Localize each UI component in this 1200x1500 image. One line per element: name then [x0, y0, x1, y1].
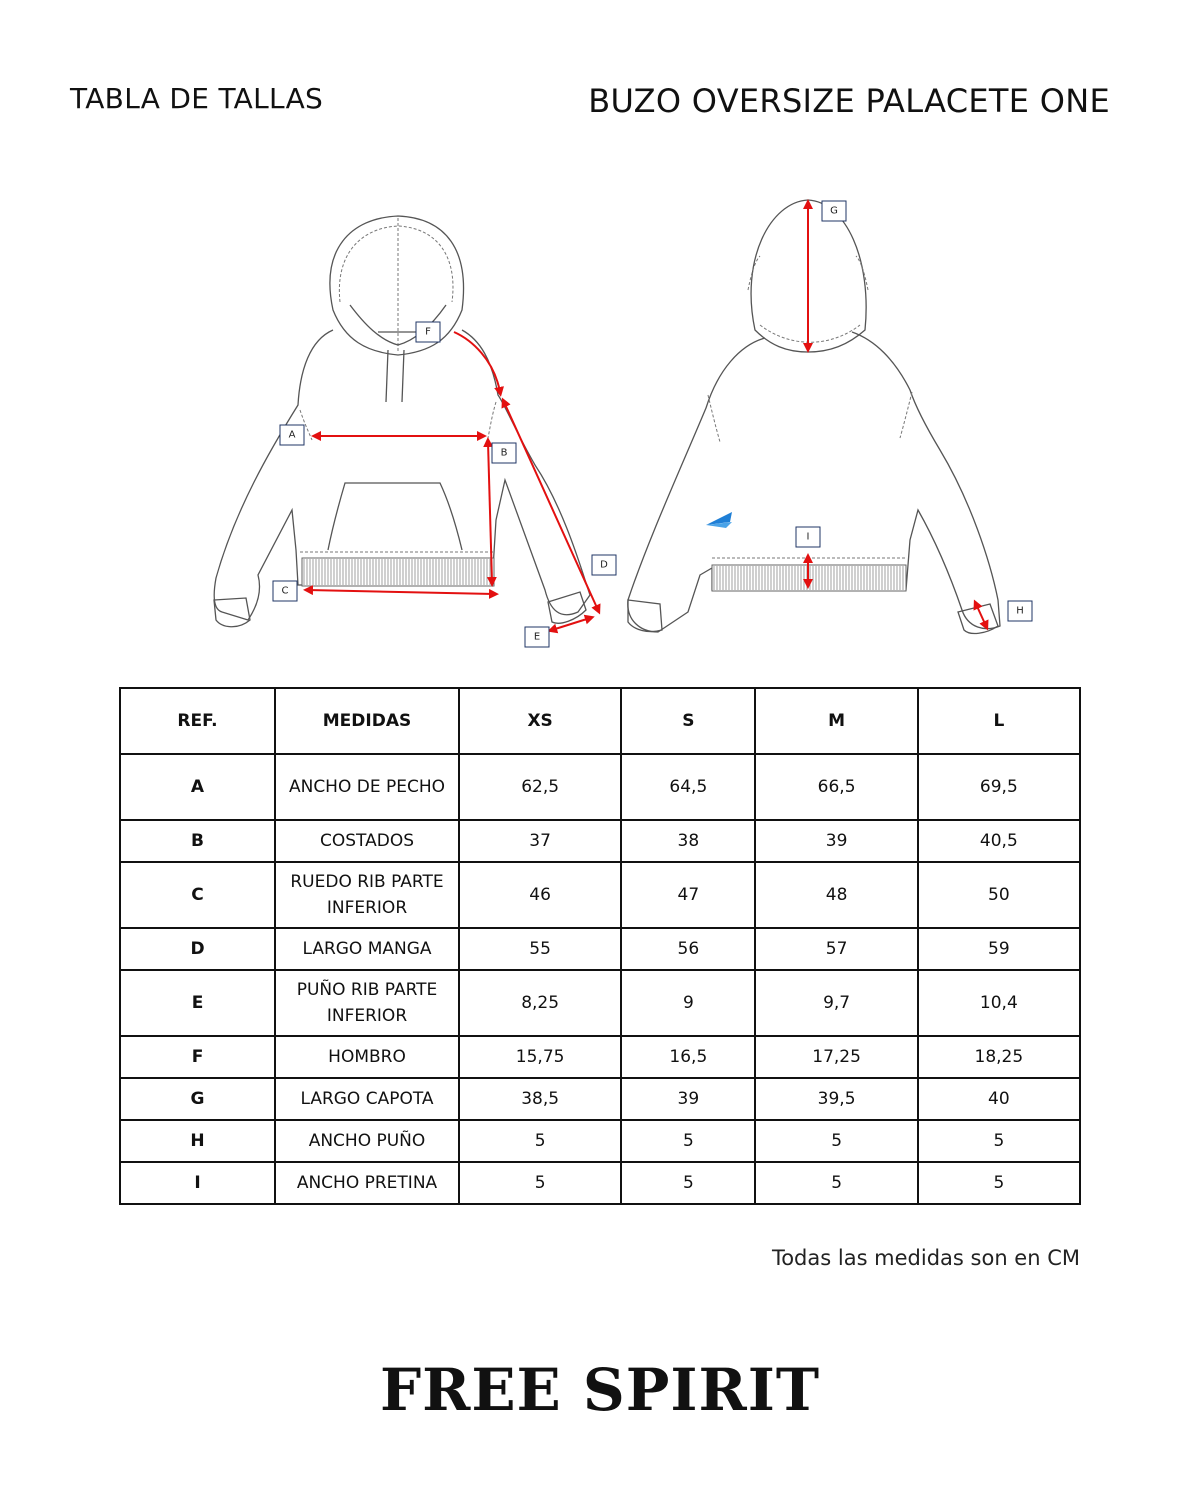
table-cell-xs: 38,5	[459, 1078, 621, 1120]
back-measurement-lines	[808, 204, 986, 626]
table-row	[120, 1078, 1080, 1120]
label-F	[416, 322, 440, 342]
table-row	[120, 862, 1080, 928]
table-cell-s: 9	[621, 970, 755, 1036]
table-row	[120, 1036, 1080, 1078]
table-cell-m: 9,7	[755, 970, 917, 1036]
units-note: Todas las medidas son en CM	[771, 1246, 1080, 1270]
table-row	[120, 754, 1080, 820]
table-cell-ref: E	[120, 970, 275, 1036]
table-cell-xs: 62,5	[459, 754, 621, 820]
table-cell-medida: RUEDO RIB PARTE INFERIOR	[275, 862, 459, 928]
table-cell-s: 47	[621, 862, 755, 928]
table-cell-l: 5	[918, 1120, 1080, 1162]
table-row	[120, 928, 1080, 970]
size-chart-title: TABLA DE TALLAS	[70, 82, 324, 115]
label-G	[822, 201, 846, 221]
table-cell-medida: LARGO CAPOTA	[275, 1078, 459, 1120]
header-medidas: MEDIDAS	[275, 688, 459, 754]
table-cell-m: 5	[755, 1120, 917, 1162]
header-s: S	[621, 688, 755, 754]
table-cell-medida: ANCHO DE PECHO	[275, 754, 459, 820]
table-cell-m: 66,5	[755, 754, 917, 820]
table-row	[120, 970, 1080, 1036]
svg-text:E: E	[533, 631, 541, 643]
back-hoodie-drawing	[628, 200, 1000, 633]
table-cell-xs: 8,25	[459, 970, 621, 1036]
table-cell-medida: HOMBRO	[275, 1036, 459, 1078]
table-cell-l: 40	[918, 1078, 1080, 1120]
table-cell-ref: B	[120, 820, 275, 862]
label-C	[273, 581, 297, 601]
svg-text:B: B	[500, 447, 508, 459]
svg-text:F: F	[425, 326, 431, 338]
svg-text:D: D	[600, 559, 608, 571]
table-cell-medida: ANCHO PRETINA	[275, 1162, 459, 1204]
table-cell-medida: PUÑO RIB PARTE INFERIOR	[275, 970, 459, 1036]
table-cell-medida: ANCHO PUÑO	[275, 1120, 459, 1162]
label-E	[525, 627, 549, 647]
table-cell-s: 5	[621, 1162, 755, 1204]
table-cell-m: 39	[755, 820, 917, 862]
svg-text:A: A	[288, 429, 296, 441]
table-cell-ref: H	[120, 1120, 275, 1162]
table-cell-ref: C	[120, 862, 275, 928]
table-cell-m: 57	[755, 928, 917, 970]
table-cell-xs: 5	[459, 1120, 621, 1162]
table-header-row	[120, 688, 1080, 754]
label-B	[492, 443, 516, 463]
label-H	[1008, 601, 1032, 621]
header-ref: REF.	[120, 688, 275, 754]
table-cell-s: 39	[621, 1078, 755, 1120]
hoodie-measurement-diagram	[0, 180, 1200, 660]
table-cell-xs: 46	[459, 862, 621, 928]
table-cell-xs: 37	[459, 820, 621, 862]
table-cell-m: 39,5	[755, 1078, 917, 1120]
size-table	[119, 687, 1081, 1205]
label-I	[796, 527, 820, 547]
header-m: M	[755, 688, 917, 754]
size-table-body	[120, 754, 1080, 1204]
table-cell-l: 10,4	[918, 970, 1080, 1036]
table-cell-l: 40,5	[918, 820, 1080, 862]
table-row	[120, 820, 1080, 862]
table-cell-s: 5	[621, 1120, 755, 1162]
table-cell-xs: 15,75	[459, 1036, 621, 1078]
table-cell-xs: 5	[459, 1162, 621, 1204]
header-l: L	[918, 688, 1080, 754]
table-row	[120, 1162, 1080, 1204]
table-cell-ref: G	[120, 1078, 275, 1120]
product-title: BUZO OVERSIZE PALACETE ONE	[588, 82, 1110, 120]
table-cell-m: 5	[755, 1162, 917, 1204]
brand-logo: FREE SPIRIT	[379, 1356, 821, 1424]
table-cell-ref: D	[120, 928, 275, 970]
header-xs: XS	[459, 688, 621, 754]
label-A	[280, 425, 304, 445]
table-cell-m: 48	[755, 862, 917, 928]
svg-text:I: I	[806, 531, 810, 543]
table-cell-medida: LARGO MANGA	[275, 928, 459, 970]
table-cell-s: 38	[621, 820, 755, 862]
label-D	[592, 555, 616, 575]
table-cell-l: 5	[918, 1162, 1080, 1204]
table-cell-xs: 55	[459, 928, 621, 970]
table-row	[120, 1120, 1080, 1162]
svg-text:H: H	[1016, 605, 1024, 617]
table-cell-m: 17,25	[755, 1036, 917, 1078]
table-cell-l: 18,25	[918, 1036, 1080, 1078]
table-cell-ref: F	[120, 1036, 275, 1078]
front-hoodie-drawing	[214, 216, 590, 627]
table-cell-l: 59	[918, 928, 1080, 970]
table-cell-s: 56	[621, 928, 755, 970]
svg-text:C: C	[281, 585, 289, 597]
table-cell-ref: I	[120, 1162, 275, 1204]
table-cell-l: 69,5	[918, 754, 1080, 820]
table-cell-l: 50	[918, 862, 1080, 928]
table-cell-ref: A	[120, 754, 275, 820]
table-cell-medida: COSTADOS	[275, 820, 459, 862]
table-cell-s: 16,5	[621, 1036, 755, 1078]
table-cell-s: 64,5	[621, 754, 755, 820]
svg-text:G: G	[830, 205, 838, 217]
